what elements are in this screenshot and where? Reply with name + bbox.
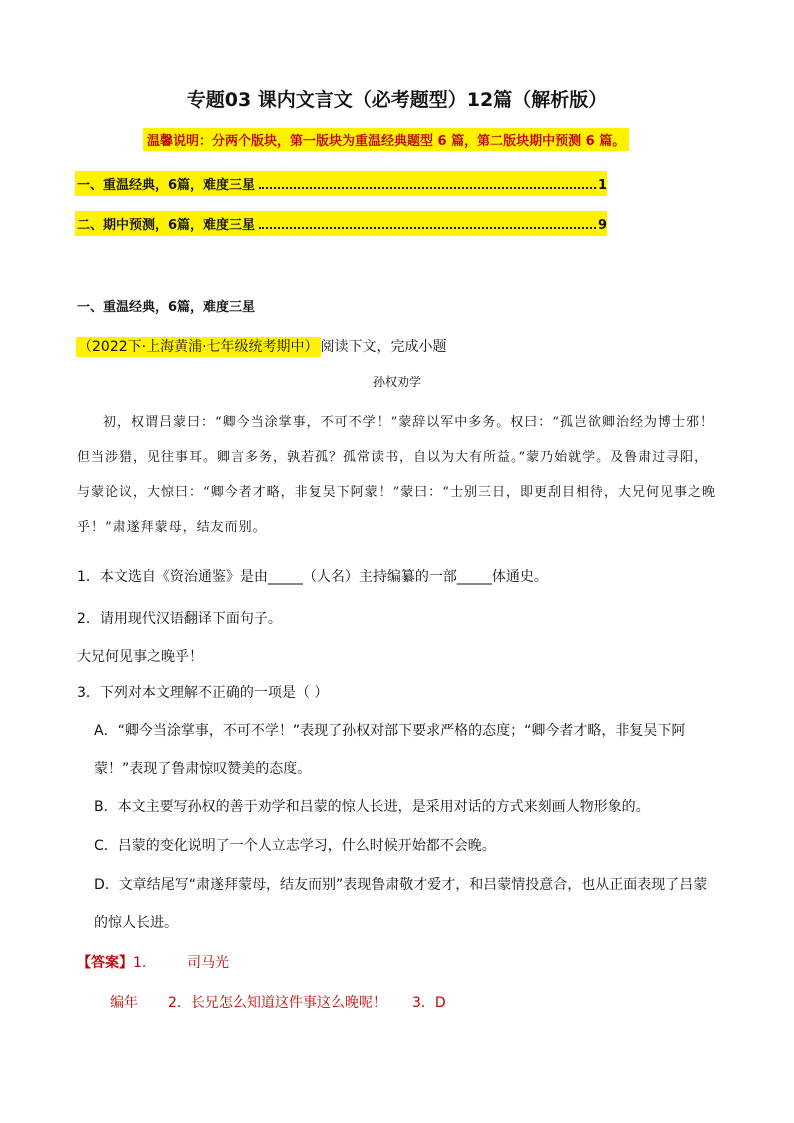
section-heading: 一、重温经典，6篇，难度三星 xyxy=(77,300,256,315)
toc-entry-1[interactable] xyxy=(75,171,607,196)
toc-entry-label: 二、期中预测，6篇，难度三星 xyxy=(77,218,256,233)
answer-2: 2．长兄怎么知道这件事这么晚呢！ xyxy=(168,995,387,1011)
toc-entry-label: 一、重温经典，6篇，难度三星 xyxy=(77,178,256,193)
option-d: D．文章结尾写“肃遂拜蒙母，结友而别”表现鲁肃敬才爱才，和吕蒙情投意合，也从正面表现了吕蒙的惊人长进。 xyxy=(94,877,708,931)
document-title: 专题03 课内文言文（必考题型）12篇（解析版） xyxy=(186,89,608,111)
toc-page-number: 9 xyxy=(597,218,607,233)
question-2: 2．请用现代汉语翻译下面句子。 xyxy=(77,611,282,627)
option-c: C．吕蒙的变化说明了一个人立志学习，什么时候开始都不会晚。 xyxy=(94,838,496,854)
answer-3: 3．D xyxy=(412,995,446,1011)
answer-1-number: 1. xyxy=(133,955,147,971)
passage-text: 初，权谓吕蒙曰：“卿今当涂掌事，不可不学！”蒙辞以军中多务。权曰：“孤岂欲卿治经为博士邪！但当涉猎，见往事耳。卿言多务，孰若孤？孤常读书，自以为大有所益。”蒙乃始就学。及鲁肃过寻阳，与蒙论议，大惊曰：“卿今者才略，非复吴下阿蒙！”蒙曰：“士别三日，即更刮目相待，大兄何见事之晚乎！”肃遂拜蒙母，结友而别。 xyxy=(77,415,716,535)
toc-leader-dots xyxy=(259,186,596,189)
question-2-sentence: 大兄何见事之晚乎！ xyxy=(77,649,203,665)
option-a: A．“卿今当涂掌事，不可不学！”表现了孙权对部下要求严格的态度；“卿今者才略，非复吴下阿蒙！”表现了鲁肃惊叹赞美的态度。 xyxy=(94,723,686,777)
answer-label: 【答案】 xyxy=(77,955,133,971)
toc-page-number: 1 xyxy=(597,178,607,193)
toc-entry-2[interactable] xyxy=(75,211,607,236)
question-1: 1．本文选自《资治通鉴》是由_____（人名）主持编纂的一部_____体通史。 xyxy=(77,569,548,585)
answer-1-type: 编年 xyxy=(110,995,138,1011)
option-b: B．本文主要写孙权的善于劝学和吕蒙的惊人长进，是采用对话的方式来刻画人物形象的。 xyxy=(94,799,650,815)
question-source xyxy=(76,336,447,356)
source-tag: （2022下·上海黄浦·七年级统考期中） xyxy=(78,339,319,355)
passage-title: 孙权劝学 xyxy=(372,375,421,389)
answer-1-name: 司马光 xyxy=(187,955,229,971)
question-3: 3．下列对本文理解不正确的一项是（ ） xyxy=(77,685,329,701)
source-instruction: 阅读下文，完成小题 xyxy=(320,339,447,355)
note-banner: 温馨说明：分两个版块，第一版块为重温经典题型 6 篇，第二版块期中预测 6 篇。 xyxy=(143,128,629,151)
answer-line-1 xyxy=(77,952,146,972)
toc-leader-dots xyxy=(259,226,596,229)
